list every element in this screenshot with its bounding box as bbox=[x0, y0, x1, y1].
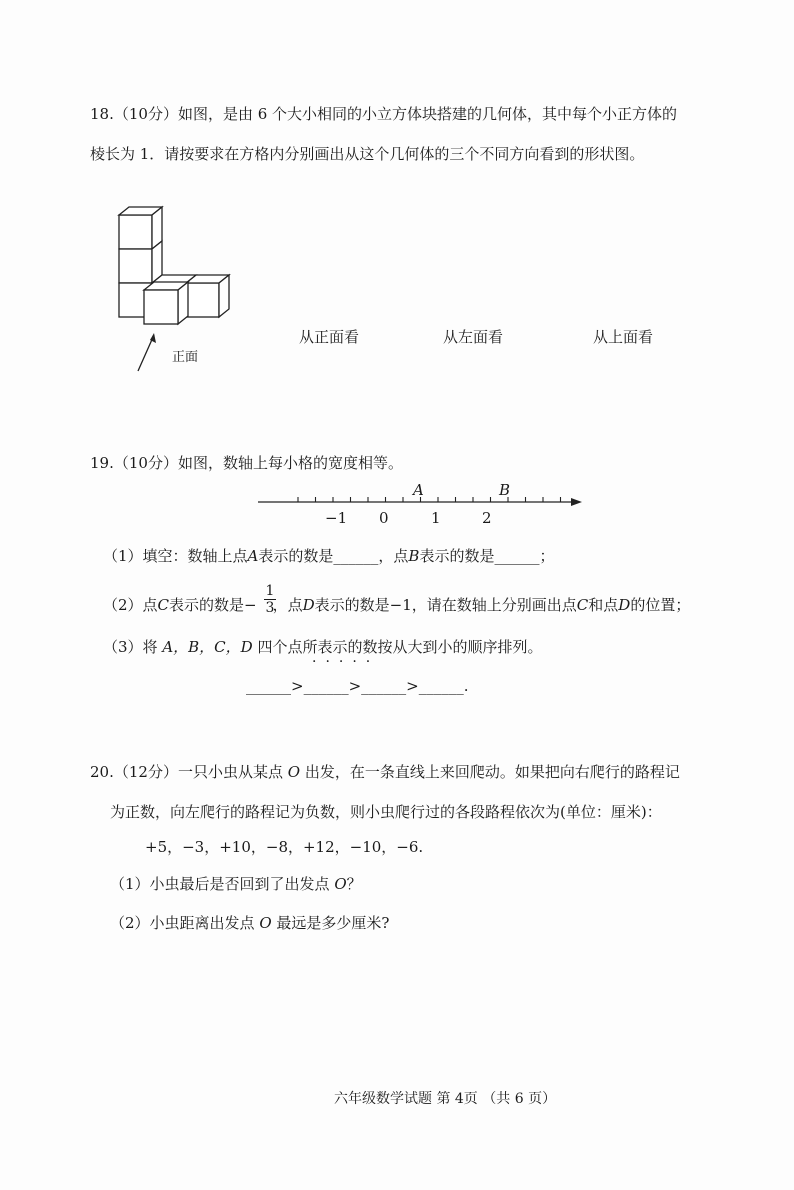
axis-arrow-icon bbox=[571, 498, 582, 506]
q20-part1: （1）小虫最后是否回到了出发点 O？ bbox=[110, 875, 362, 893]
page-footer: 六年级数学试题 第 4页 （共 6 页） bbox=[334, 1091, 557, 1107]
q19-answer-blanks[interactable]: ______>______>______>______. bbox=[246, 677, 469, 695]
q19-line1: 19.（10分）如图，数轴上每小格的宽度相等。 bbox=[90, 454, 403, 472]
q20-line1: 20.（12分）一只小虫从某点 O 出发，在一条直线上来回爬动。如果把向右爬行的路程记 bbox=[90, 763, 680, 781]
front-arrow-icon bbox=[138, 333, 156, 371]
q19-part3: （3）将 A，B，C，D 四个点所表示的数按从大到小的顺序排列。 bbox=[103, 638, 543, 656]
axis-label-1: 1 bbox=[431, 509, 441, 527]
q20-part2: （2）小虫距离出发点 O 最远是多少厘米? bbox=[110, 914, 390, 932]
point-b-label: B bbox=[499, 481, 511, 499]
view-top-label: 从上面看 bbox=[593, 328, 654, 346]
axis-label-2: 2 bbox=[482, 509, 492, 527]
q19-part2: （2）点C表示的数是− ，点D表示的数是−1，请在数轴上分别画出点C和点D的位置； bbox=[103, 596, 691, 614]
q18-line1: 18.（10分）如图，是由 6 个大小相同的小立方体块搭建的几何体，其中每个小正方体的 bbox=[90, 105, 678, 123]
q18-line2: 棱长为 1．请按要求在方格内分别画出从这个几何体的三个不同方向看到的形状图。 bbox=[90, 145, 645, 163]
view-front-label: 从正面看 bbox=[299, 328, 360, 346]
axis-label-0: 0 bbox=[379, 509, 389, 527]
front-label: 正面 bbox=[172, 350, 199, 365]
emphasis-dots: ····· bbox=[312, 654, 380, 670]
point-a-label: A bbox=[413, 481, 424, 499]
axis-label-neg1: −1 bbox=[325, 509, 348, 527]
view-left-label: 从左面看 bbox=[443, 328, 504, 346]
fraction-one-third: 1 3 bbox=[265, 583, 275, 616]
q20-line2: 为正数，向左爬行的路程记为负数，则小虫爬行过的各段路程依次为(单位：厘米)： bbox=[110, 803, 662, 821]
q19-part1: （1）填空：数轴上点A表示的数是______，点B表示的数是______； bbox=[103, 547, 555, 565]
q20-values: +5，−3，+10，−8，+12，−10，−6. bbox=[145, 838, 424, 856]
